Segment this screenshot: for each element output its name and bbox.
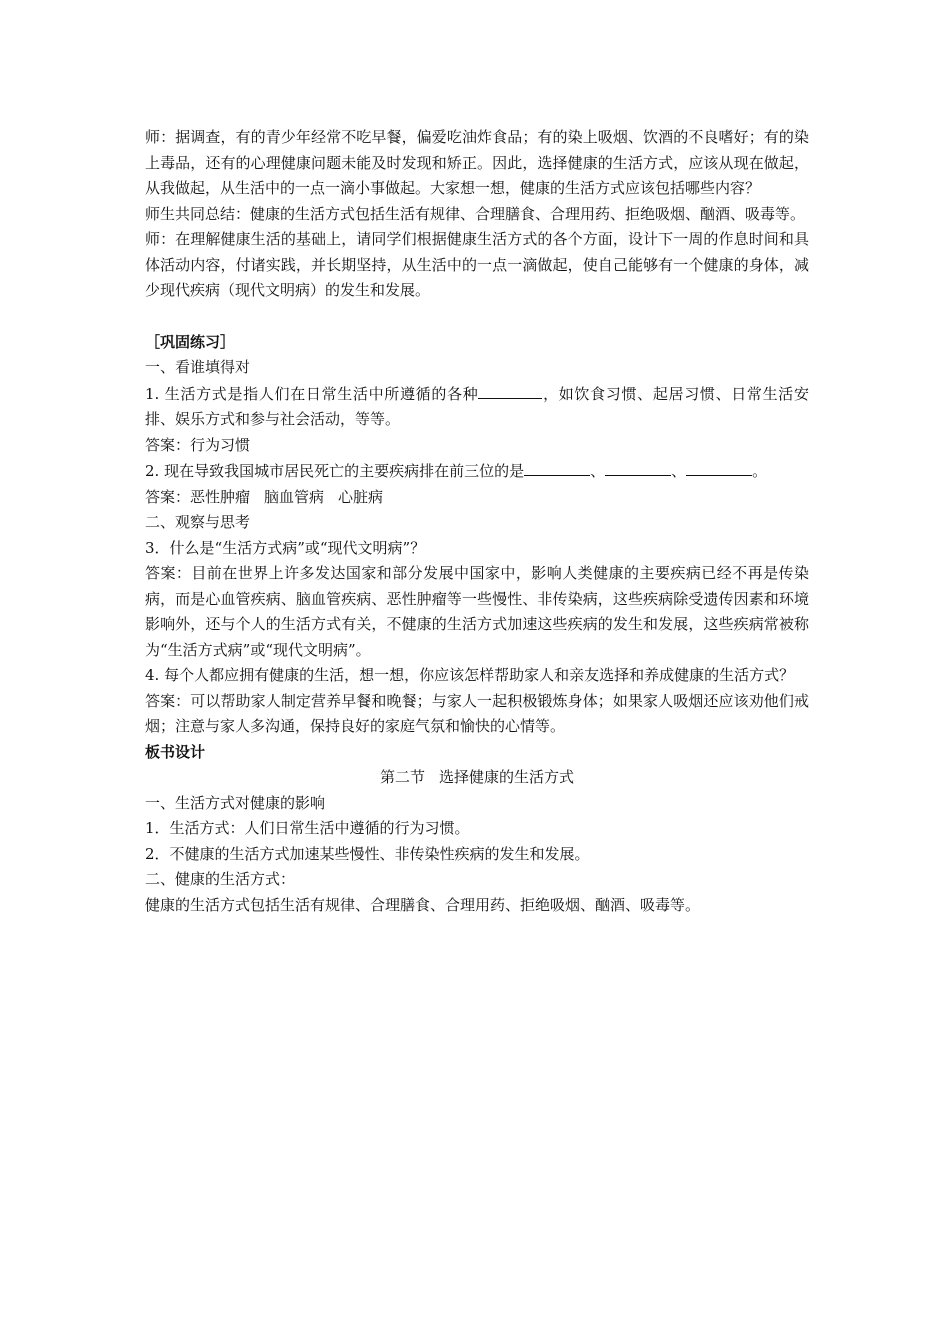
board-item-1: 1．生活方式：人们日常生活中遵循的行为习惯。 [145, 819, 470, 837]
question-2 [145, 458, 809, 485]
question-2-blank-2 [605, 458, 671, 476]
answer-1: 答案：行为习惯 [145, 435, 251, 454]
practice-section-1-title: 一、看谁填得对 [145, 358, 251, 376]
answer-2 [145, 485, 809, 511]
question-1-text-after: ，如饮食习惯、起居习惯、日常生活安排、娱乐方式和参与社会活动，等等。 [145, 384, 809, 428]
question-2-blank-1 [524, 458, 590, 476]
board-item-2: 2．不健康的生活方式加速某些慢性、非传染性疾病的发生和发展。 [145, 844, 590, 863]
question-2-end: 。 [752, 462, 768, 480]
intro-paragraph-2: 师生共同总结：健康的生活方式包括生活有规律、合理膳食、合理用药、拒绝吸烟、酗酒、吸毒等。 [145, 204, 806, 223]
question-1-text-before: 1. 生活方式是指人们在日常生活中所遵循的各种 [145, 384, 479, 403]
question-2-separator-2: 、 [671, 462, 687, 480]
answer-2-item-3: 心脏病 [338, 487, 384, 506]
intro-paragraph-3: 师：在理解健康生活的基础上，请同学们根据健康生活方式的各个方面，设计下一周的作息时间和具体活动内容，付诸实践，并长期坚持，从生活中的一点一滴做起，使自己能够有一个健康的身体，减少现代疾病（现代文明病）的发生和发展。 [145, 230, 809, 299]
question-4: 4. 每个人都应拥有健康的生活，想一想，你应该怎样帮助家人和亲友选择和养成健康的生活方式？ [145, 666, 795, 684]
board-summary: 健康的生活方式包括生活有规律、合理膳食、合理用药、拒绝吸烟、酗酒、吸毒等。 [145, 895, 701, 914]
answer-4: 答案：可以帮助家人制定营养早餐和晚餐；与家人一起积极锻炼身体；如果家人吸烟还应该劝他们戒烟；注意与家人多沟通，保持良好的家庭气氛和愉快的心情等。 [145, 691, 809, 735]
board-title-topic: 选择健康的生活方式 [439, 768, 575, 786]
intro-paragraph-1: 师：据调查，有的青少年经常不吃早餐，偏爱吃油炸食品；有的染上吸烟、饮酒的不良嗜好；有的染上毒品，还有的心理健康问题未能及时发现和矫正。因此，选择健康的生活方式，应该从现在做起，从我做起，从生活中的一点一滴小事做起。大家想一想，健康的生活方式应该包括哪些内容？ [145, 128, 809, 197]
section-gap [145, 304, 809, 330]
practice-section-2-title: 二、观察与思考 [145, 513, 251, 531]
board-title-section: 第二节 [379, 768, 425, 786]
answer-2-item-1: 答案：恶性肿瘤 [145, 487, 251, 506]
question-2-text: 2. 现在导致我国城市居民死亡的主要疾病排在前三位的是 [145, 462, 525, 480]
document-page [145, 125, 809, 918]
question-1 [145, 381, 809, 433]
board-section-1: 一、生活方式对健康的影响 [145, 793, 326, 812]
question-1-blank [478, 381, 542, 399]
answer-2-item-2: 脑血管病 [264, 487, 325, 506]
practice-heading: ［巩固练习］ [145, 332, 236, 351]
board-section-2: 二、健康的生活方式： [145, 870, 296, 888]
question-2-blank-3 [686, 458, 752, 476]
board-title [145, 765, 809, 791]
question-3: 3．什么是“生活方式病”或“现代文明病”？ [145, 538, 426, 557]
question-2-separator-1: 、 [590, 462, 606, 480]
answer-3: 答案：目前在世界上许多发达国家和部分发展中国家中，影响人类健康的主要疾病已经不再是传染病，而是心血管疾病、脑血管疾病、恶性肿瘤等一些慢性、非传染病，这些疾病除受遗传因素和环境影响外，还与个人的生活方式有关，不健康的生活方式加速这些疾病的发生和发展，这些疾病常被称为“生活方式病”或“现代文明病”。 [145, 564, 809, 659]
board-design-heading: 板书设计 [145, 742, 206, 761]
